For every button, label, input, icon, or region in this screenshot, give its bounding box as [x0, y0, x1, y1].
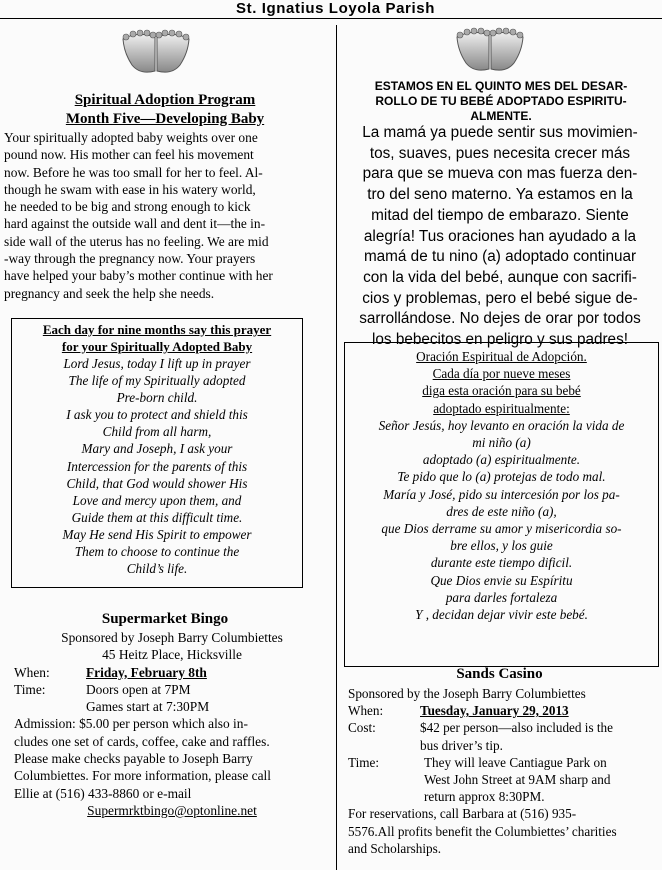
- prayer-text: [12, 355, 302, 577]
- text-line: Each day for nine months say this prayer: [42, 322, 272, 337]
- bingo-heading: Supermarket Bingo: [101, 611, 229, 627]
- text-line: Them to choose to continue the: [74, 544, 240, 560]
- text-line: los bebecitos en peligro y sus padres!: [372, 331, 628, 349]
- text-line: para que se mueva con mas fuerza den-: [362, 165, 638, 183]
- time-label: Time:: [348, 754, 380, 770]
- text-line: 5576.All profits benefit the Columbiettes’ charities: [348, 823, 617, 839]
- text-line: side wall of the uterus has no feeling. We are mid: [4, 233, 269, 249]
- bingo-sponsor: Sponsored by Joseph Barry Columbiettes: [61, 630, 283, 645]
- text-line: now. Before he was too small for her to feel. Al-: [4, 164, 263, 180]
- text-line: May He send His Spirit to empower: [62, 526, 252, 542]
- spanish-prayer-text: [345, 417, 658, 623]
- header-rule: [0, 18, 662, 19]
- spiritual-adoption-body: [4, 129, 330, 302]
- spanish-heading: [340, 79, 662, 124]
- text-line: Lord Jesus, today I lift up in prayer: [63, 356, 251, 371]
- spanish-body: [338, 123, 662, 351]
- cost-label: Cost:: [348, 720, 376, 736]
- casino-heading: Sands Casino: [456, 666, 543, 682]
- text-line: Ellie at (516) 433-8860 or e-mail: [14, 785, 192, 801]
- text-line: María y José, pido su intercesión por los pa-: [383, 486, 620, 502]
- text-line: pound now. His mother can feel his movement: [4, 147, 254, 163]
- text-line: tos, suaves, pues necesita crecer más: [369, 144, 631, 162]
- text-line: Que Dios envie su Espíritu: [430, 572, 573, 588]
- text-line: Spiritual Adoption Program: [74, 92, 256, 108]
- text-line: diga esta oración para su bebé: [422, 383, 581, 399]
- spanish-prayer-heading: [345, 348, 658, 417]
- text-line: mi niño (a): [472, 435, 531, 451]
- bingo-admission: [14, 715, 330, 801]
- text-line: and Scholarships.: [348, 840, 442, 856]
- text-line: Guide them at this difficult time.: [71, 509, 243, 525]
- text-line: adoptado (a) espiritualmente.: [422, 452, 581, 468]
- bingo-details: [14, 629, 330, 819]
- text-line: para darles fortaleza: [445, 589, 558, 605]
- when-label: When:: [14, 664, 50, 680]
- text-line: The life of my Spiritually adopted: [68, 373, 246, 389]
- casino-sponsor: Sponsored by the Joseph Barry Columbiettes: [348, 686, 586, 701]
- text-line: have helped your baby’s mother continue with her: [4, 268, 273, 284]
- text-line: $42 per person—also included is the: [420, 720, 614, 736]
- text-line: La mamá ya puede sentir sus movimien-: [362, 124, 638, 141]
- text-line: return approx 8:30PM.: [424, 789, 545, 805]
- bingo-date: Friday, February 8th: [86, 664, 207, 680]
- spiritual-adoption-heading: [0, 91, 330, 129]
- text-line: hard against the outside wall and dent it—the in-: [4, 216, 266, 232]
- text-line: Oración Espiritual de Adopción.: [416, 349, 587, 364]
- text-line: dres de este niño (a),: [446, 503, 557, 519]
- text-line: For reservations, call Barbara at (516) 935-: [348, 806, 577, 822]
- text-line: he needed to be big and strong enough to kick: [4, 199, 251, 215]
- text-line: Te pido que lo (a) protejas de todo mal.: [397, 469, 606, 485]
- text-line: Month Five—Developing Baby: [65, 111, 265, 127]
- casino-reservations: [348, 805, 662, 857]
- text-line: Cada día por nueve meses: [432, 366, 571, 382]
- casino-time: [420, 754, 610, 806]
- text-line: durante este tiempo dificil.: [430, 555, 573, 571]
- prayer-box-heading: [12, 321, 302, 355]
- text-line: adoptado espiritualmente:: [433, 400, 570, 416]
- parish-title: St. Ignatius Loyola Parish: [236, 0, 435, 17]
- text-line: ALMENTE.: [470, 109, 532, 123]
- text-line: que Dios derrame su amor y misericordia so-: [381, 521, 622, 537]
- text-line: cludes one set of cards, coffee, cake and raffles.: [14, 733, 270, 749]
- text-line: mitad del tiempo de embarazo. Siente: [371, 206, 629, 224]
- text-line: Columbiettes. For more information, please call: [14, 768, 271, 784]
- text-line: bus driver’s tip.: [420, 737, 503, 753]
- text-line: Admission: $5.00 per person which also in-: [14, 716, 248, 732]
- text-line: ESTAMOS EN EL QUINTO MES DEL DESAR-: [374, 79, 628, 93]
- text-line: West John Street at 9AM sharp and: [424, 772, 611, 788]
- text-line: Your spiritually adopted baby weights over one: [4, 130, 258, 145]
- text-line: mamá de tu nino (a) adoptado continuar: [363, 248, 637, 266]
- text-line: Señor Jesús, hoy levanto en oración la vida de: [378, 417, 625, 433]
- time-label: Time:: [14, 681, 46, 697]
- text-line: Child from all harm,: [102, 424, 212, 440]
- text-line: con la vida del bebé, aunque con sacrifi-: [363, 268, 637, 286]
- bingo-games-time: Games start at 7:30PM: [86, 699, 210, 715]
- text-line: pregnancy and seek the help she needs.: [4, 285, 215, 301]
- text-line: though he swam with ease in his watery world,: [4, 181, 256, 197]
- text-line: I ask you to protect and shield this: [66, 407, 248, 423]
- text-line: Love and mercy upon them, and: [72, 492, 242, 508]
- casino-date: Tuesday, January 29, 2013: [420, 703, 569, 719]
- column-divider: [336, 25, 337, 870]
- text-line: alegría! Tus oraciones han ayudado a la: [363, 227, 637, 245]
- text-line: Intercession for the parents of this: [66, 458, 248, 474]
- text-line: sarrollándose. No dejes de orar por todos: [359, 310, 641, 328]
- baby-feet-icon: [120, 27, 192, 75]
- text-line: bre ellos, y los guie: [450, 538, 553, 554]
- bingo-address: 45 Heitz Place, Hicksville: [102, 647, 242, 663]
- text-line: -way through the pregnancy now. Your prayers: [4, 251, 256, 267]
- text-line: cios y problemas, pero el bebé sigue de-: [362, 289, 638, 307]
- when-label: When:: [348, 703, 384, 719]
- text-line: Child, that God would shower His: [66, 475, 248, 491]
- english-prayer-box: [11, 318, 303, 588]
- bingo-email-link[interactable]: Supermrktbingo@optonline.net: [87, 802, 257, 818]
- text-line: Y , decidan dejar vivir este bebé.: [415, 607, 588, 623]
- text-line: tro del seno materno. Ya estamos en la: [367, 186, 633, 204]
- text-line: They will leave Cantiague Park on: [424, 754, 607, 770]
- text-line: Mary and Joseph, I ask your: [81, 441, 233, 457]
- casino-details: [348, 685, 662, 857]
- casino-cost: [420, 719, 613, 753]
- text-line: ROLLO DE TU BEBÉ ADOPTADO ESPIRITU-: [375, 94, 627, 108]
- text-line: Pre-born child.: [116, 390, 198, 406]
- bingo-doors-time: Doors open at 7PM: [86, 681, 191, 697]
- text-line: for your Spiritually Adopted Baby: [61, 339, 253, 354]
- spanish-prayer-box: [344, 342, 659, 667]
- text-line: Child’s life.: [126, 561, 188, 577]
- text-line: Please make checks payable to Joseph Barry: [14, 751, 253, 767]
- baby-feet-icon: [454, 25, 526, 73]
